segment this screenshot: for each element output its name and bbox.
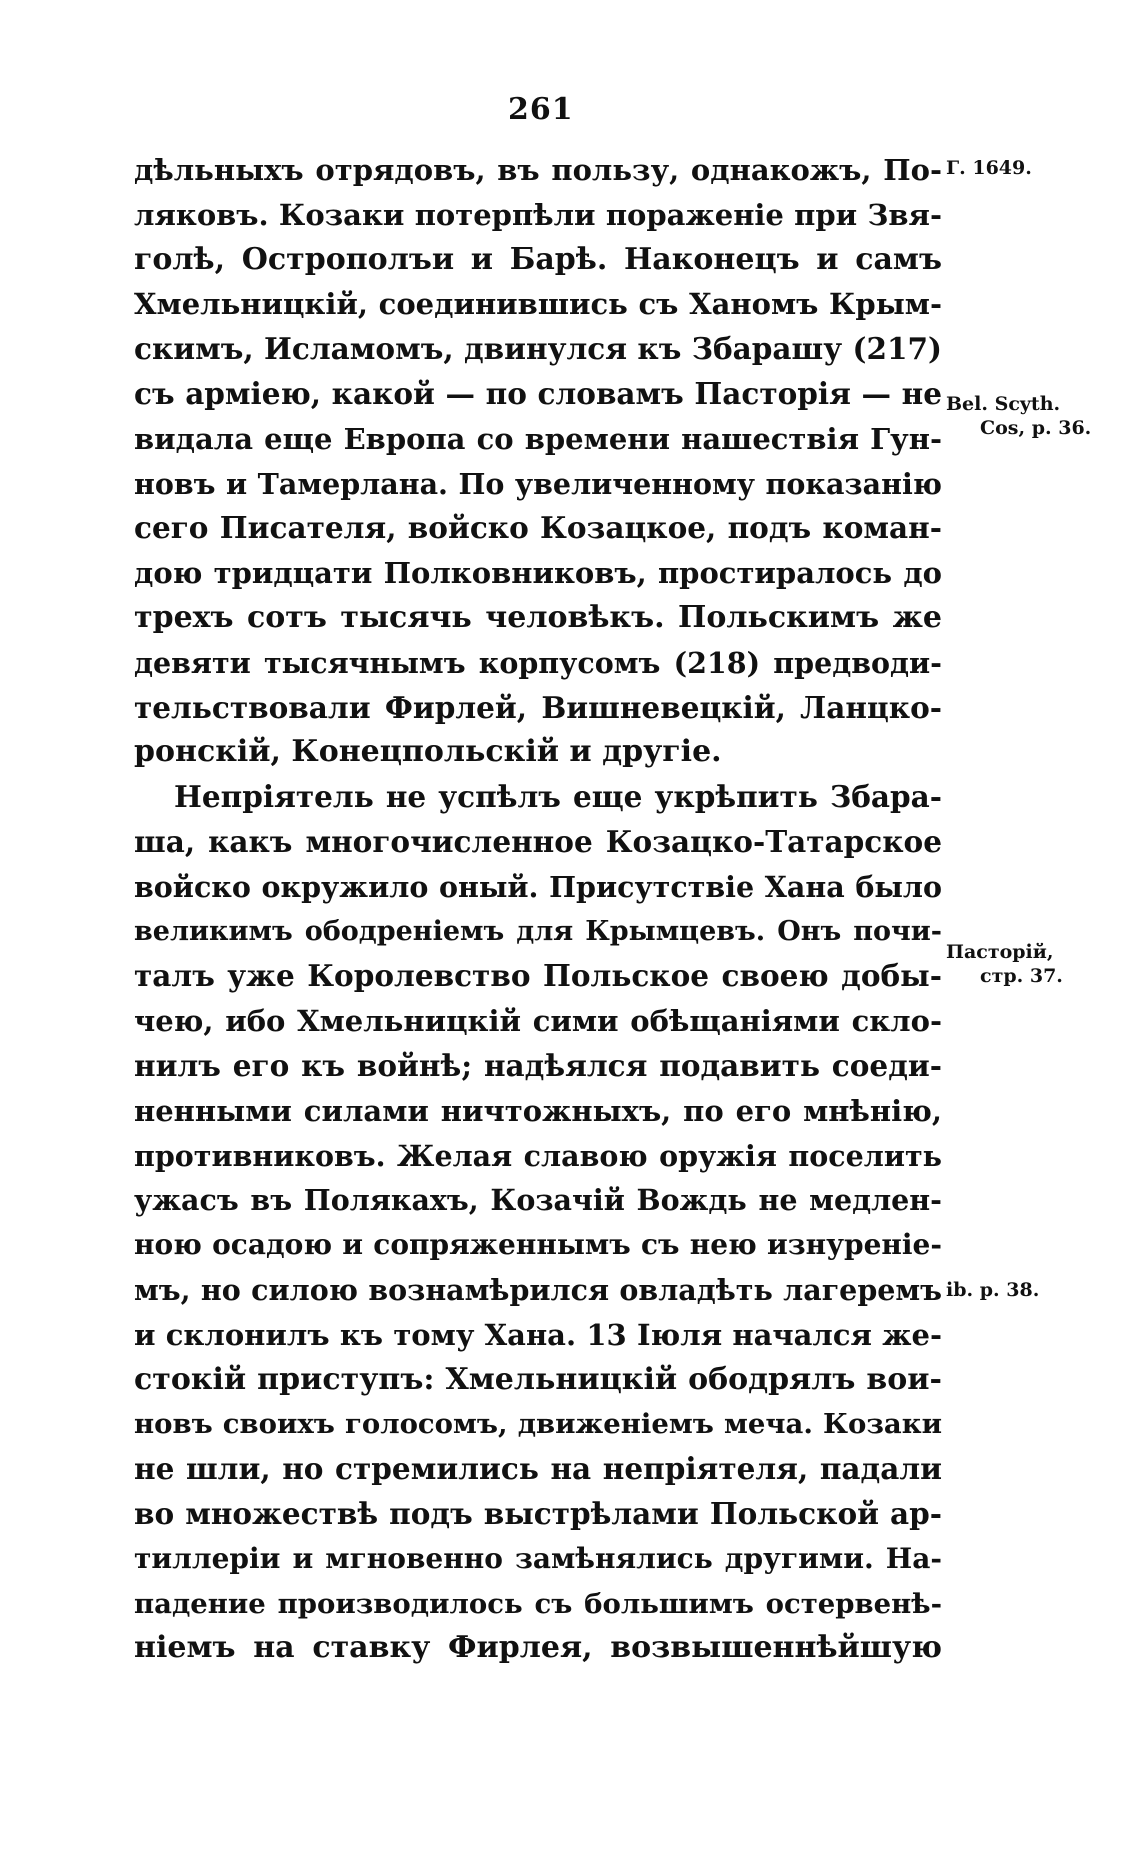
margin-note-line: Bel. Scyth. bbox=[946, 393, 1061, 415]
margin-note-reference bbox=[946, 1278, 1039, 1302]
text-line: ужасъ въ Полякахъ, Козачій Вождь не медлен- bbox=[134, 1183, 942, 1218]
text-line: трехъ сотъ тысячь человѣкъ. Польскимъ же bbox=[134, 599, 942, 635]
text-line: ною осадою и сопряженнымъ съ нею изнуреніе- bbox=[134, 1228, 942, 1262]
text-line: ніемъ на ставку Фирлея, возвышеннѣйшую bbox=[134, 1630, 942, 1666]
text-line: великимъ ободреніемъ для Крымцевъ. Онъ почи- bbox=[134, 915, 942, 947]
text-line: чею, ибо Хмельницкій сими обѣщаніями скло- bbox=[134, 1004, 942, 1039]
margin-note-line: Пасторій, bbox=[946, 941, 1054, 963]
text-line: девяти тысячнымъ корпусомъ (218) предводи- bbox=[134, 645, 942, 680]
text-line: съ арміею, какой — по словамъ Пасторія — не bbox=[134, 375, 942, 411]
page-number: 261 bbox=[508, 92, 574, 127]
text-line: нилъ его къ войнѣ; надѣялся подавить соеди- bbox=[134, 1047, 942, 1083]
margin-note-year bbox=[946, 156, 1032, 180]
text-line: тиллеріи и мгновенно замѣнялись другими. На- bbox=[134, 1541, 942, 1575]
text-line: дѣльныхъ отрядовъ, въ пользу, однакожъ, По- bbox=[134, 153, 942, 187]
text-line: видала еще Европа со времени нашествія Гун- bbox=[134, 421, 942, 456]
text-line: падение производилось съ большимъ остервенѣ- bbox=[134, 1587, 942, 1620]
text-line: во множествѣ подъ выстрѣлами Польской ар- bbox=[134, 1495, 942, 1531]
text-line: сего Писателя, войско Козацкое, подъ коман- bbox=[134, 510, 942, 546]
text-line: мъ, но силою вознамѣрился овладѣть лагеремъ bbox=[134, 1272, 942, 1307]
text-line: ронскій, Конецпольскій и другіе. bbox=[134, 734, 722, 770]
text-line: стокій приступъ: Хмельницкій ободрялъ вои- bbox=[134, 1361, 942, 1397]
text-line: тельствовали Фирлей, Вишневецкій, Ланцко- bbox=[134, 689, 942, 725]
margin-note-line: ib. p. 38. bbox=[946, 1279, 1040, 1301]
text-line: Непріятель не успѣлъ еще укрѣпить Збара- bbox=[174, 779, 942, 815]
text-line: Хмельницкій, соединившись съ Ханомъ Крым- bbox=[134, 287, 942, 322]
text-line: новъ и Тамерлана. По увеличенному показанію bbox=[134, 466, 942, 501]
text-line: голѣ, Острополъи и Барѣ. Наконецъ и самъ bbox=[134, 241, 942, 277]
text-line: скимъ, Исламомъ, двинулся къ Збарашу (217) bbox=[134, 331, 942, 367]
text-line: ненными силами ничтожныхъ, по его мнѣнію, bbox=[134, 1093, 942, 1128]
text-line: талъ уже Королевство Польское своею добы- bbox=[134, 958, 942, 994]
text-line: не шли, но стремились на непріятеля, падали bbox=[134, 1451, 942, 1487]
margin-note-line: стр. 37. bbox=[980, 965, 1063, 987]
text-line: войско окружило оный. Присутствіе Хана было bbox=[134, 869, 942, 904]
text-line: новъ своихъ голосомъ, движеніемъ меча. Козаки bbox=[134, 1408, 942, 1441]
margin-note-line: Cos, p. 36. bbox=[980, 417, 1092, 439]
text-line: ляковъ. Козаки потерпѣли пораженіе при Звя- bbox=[134, 197, 942, 232]
body-text bbox=[134, 148, 942, 1671]
margin-note-line: Г. 1649. bbox=[946, 157, 1032, 179]
text-line: противниковъ. Желая славою оружія поселить bbox=[134, 1138, 942, 1173]
text-line: дою тридцати Полковниковъ, простиралось до bbox=[134, 556, 942, 591]
text-line: и склонилъ къ тому Хана. 13 Іюля начался же- bbox=[134, 1317, 942, 1352]
margin-note-reference bbox=[946, 392, 1091, 440]
text-line: ша, какъ многочисленное Козацко-Татарское bbox=[134, 823, 942, 859]
margin-note-reference bbox=[946, 940, 1063, 988]
